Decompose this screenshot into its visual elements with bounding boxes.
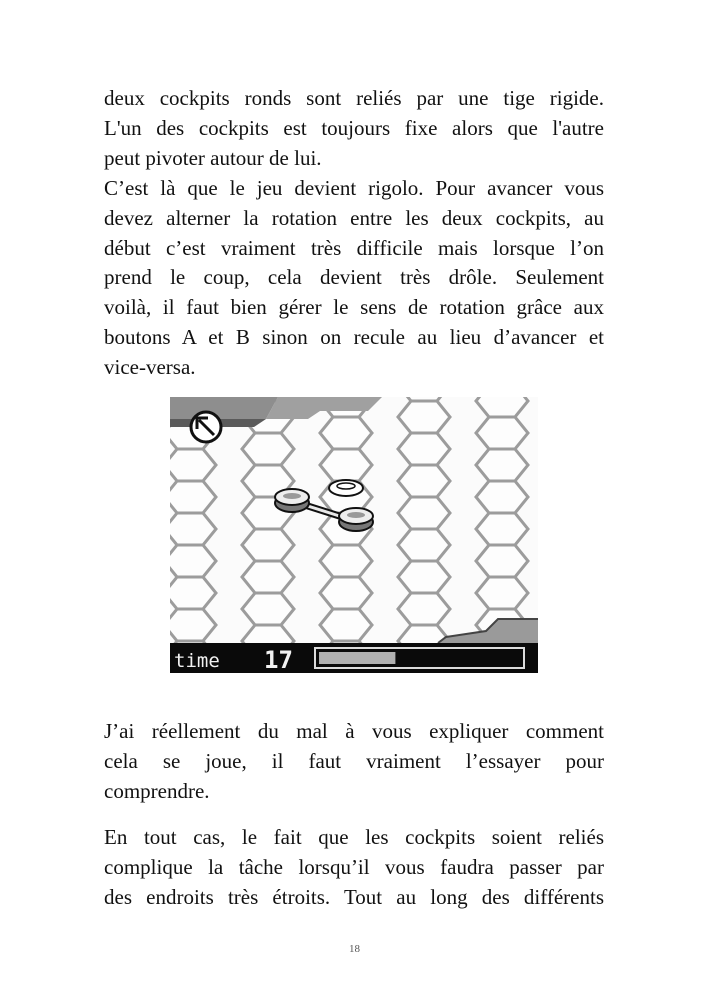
cockpit-pivot-icon <box>339 508 373 531</box>
text-line: comprendre. <box>104 778 210 803</box>
text-line: des endroits très étroits. Tout au long des différents <box>104 884 604 909</box>
text-line: prend le coup, cela devient très drôle. Seulement <box>104 265 604 290</box>
hex-tile <box>320 609 372 641</box>
text-line: début c’est vraiment très difficile mais lorsque l’on <box>104 235 604 260</box>
text-line: complique la tâche lorsqu’il vous faudra passer par <box>104 854 604 879</box>
hex-tile <box>320 545 372 577</box>
hex-tile <box>398 593 450 625</box>
hex-tile <box>242 561 294 593</box>
text-line: cela se joue, il faut vraiment l’essayer pour <box>104 748 604 773</box>
hex-tile <box>476 449 528 481</box>
hex-tile <box>398 433 450 465</box>
hex-tile <box>320 417 372 449</box>
cockpit-fixed-icon <box>275 489 309 512</box>
hex-tile <box>242 433 294 465</box>
text-line: boutons A et B sinon on recule au lieu d’avancer et <box>104 325 604 350</box>
direction-arrow-icon <box>191 412 221 442</box>
hex-tile <box>398 561 450 593</box>
text-line: devez alterner la rotation entre les deux cockpits, au <box>104 205 604 230</box>
hex-tile <box>398 497 450 529</box>
text-line: peut pivoter autour de lui. <box>104 145 322 170</box>
hex-tile <box>398 529 450 561</box>
hud-time-value: 17 <box>264 646 293 673</box>
text-line: vice-versa. <box>104 355 196 380</box>
paragraph-narrow-passages <box>104 823 604 913</box>
hex-tile <box>320 577 372 609</box>
text-line: J’ai réellement du mal à vous expliquer comment <box>104 719 604 743</box>
game-screen <box>170 397 538 673</box>
hex-tile <box>398 401 450 433</box>
time-bar-fill <box>319 652 395 664</box>
hex-tile <box>242 529 294 561</box>
hex-tile <box>320 449 372 481</box>
paragraph-intro <box>104 84 604 383</box>
text-line: deux cockpits ronds sont reliés par une tige rigide. <box>104 86 604 110</box>
game-screenshot <box>170 397 538 673</box>
hex-tile <box>476 577 528 609</box>
hex-tile <box>476 545 528 577</box>
page-number: 18 <box>349 943 360 955</box>
wall-tile <box>170 397 278 419</box>
text-line: C’est là que le jeu devient rigolo. Pour avancer vous <box>104 175 604 200</box>
paragraph-explanation <box>104 717 604 807</box>
hex-tile <box>476 481 528 513</box>
hex-tile <box>476 513 528 545</box>
text-line: En tout cas, le fait que les cockpits soient reliés <box>104 825 604 849</box>
text-line: L'un des cockpits est toujours fixe alors que l'autre <box>104 115 604 140</box>
cockpit-ghost-icon <box>329 480 363 496</box>
hud-time-label: time <box>174 650 220 672</box>
text-line: voilà, il faut bien gérer le sens de rotation grâce aux <box>104 295 604 320</box>
hex-tile <box>398 465 450 497</box>
hex-tile <box>476 417 528 449</box>
hex-tile <box>242 593 294 625</box>
